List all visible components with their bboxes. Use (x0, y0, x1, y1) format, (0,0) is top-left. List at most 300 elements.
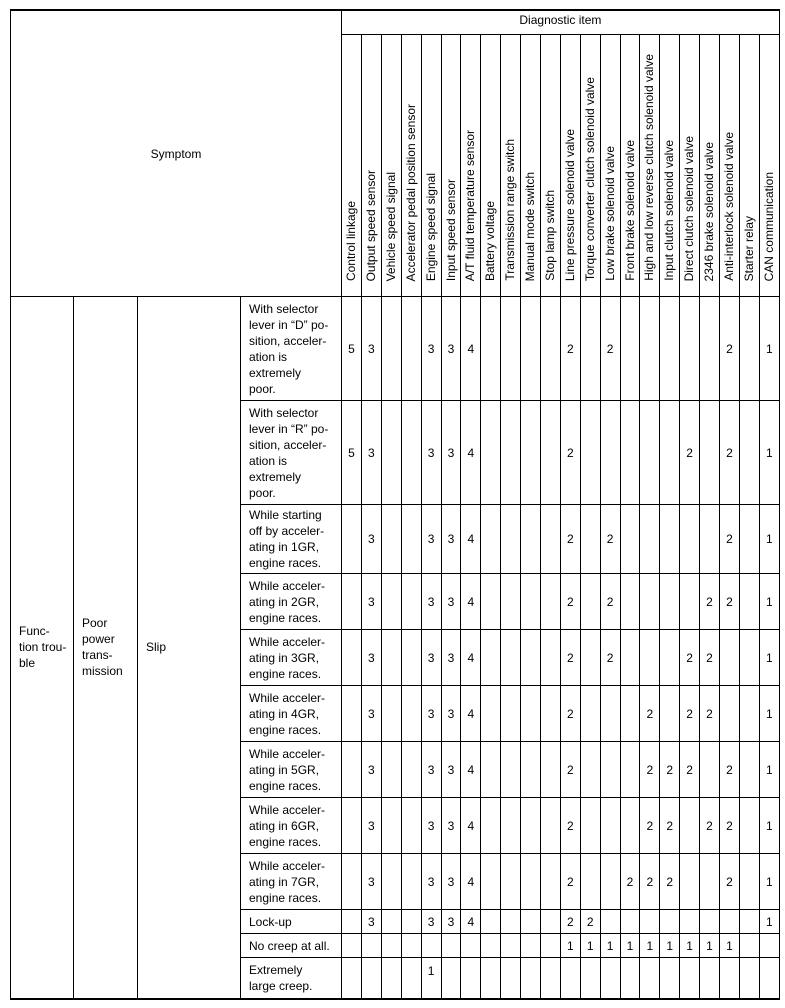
priority-value-cell: 4 (461, 630, 481, 686)
priority-value-cell: 1 (600, 934, 620, 958)
condition-cell: While acceler- ating in 3GR, engine races. (241, 630, 342, 686)
priority-value-cell: 2 (560, 505, 580, 574)
priority-value-cell (620, 798, 640, 854)
priority-value-cell (600, 854, 620, 910)
priority-value-cell: 3 (421, 742, 441, 798)
condition-cell: No creep at all. (241, 934, 342, 958)
priority-value-cell: 5 (342, 297, 362, 401)
condition-cell: With selector lever in “D” po- sition, acceler- ation is extremely poor. (241, 297, 342, 401)
priority-value-cell (481, 798, 501, 854)
priority-value-cell: 2 (560, 686, 580, 742)
priority-value-cell: 5 (342, 401, 362, 505)
priority-value-cell (441, 958, 461, 999)
condition-cell: While acceler- ating in 5GR, engine races. (241, 742, 342, 798)
priority-value-cell (660, 297, 680, 401)
priority-value-cell: 2 (719, 742, 739, 798)
priority-value-cell: 3 (421, 686, 441, 742)
priority-value-cell: 2 (700, 574, 720, 630)
priority-value-cell (521, 401, 541, 505)
priority-value-cell (660, 574, 680, 630)
priority-value-cell (401, 505, 421, 574)
subcategory-cell: Poor power trans- mission (74, 297, 138, 999)
priority-value-cell (580, 630, 600, 686)
priority-value-cell: 3 (441, 686, 461, 742)
priority-value-cell (521, 574, 541, 630)
priority-value-cell (600, 686, 620, 742)
priority-value-cell (381, 958, 401, 999)
priority-value-cell (540, 505, 560, 574)
priority-value-cell: 2 (600, 297, 620, 401)
priority-value-cell (501, 854, 521, 910)
diagnostic-item-label: 2346 brake solenoid valve (702, 141, 717, 281)
diagnostic-item-label: Anti-interlock solenoid valve (721, 132, 736, 281)
priority-value-cell (700, 401, 720, 505)
priority-value-cell: 2 (580, 910, 600, 934)
priority-value-cell: 1 (660, 934, 680, 958)
priority-value-cell: 2 (600, 630, 620, 686)
diagnostic-item-label: High and low reverse clutch solenoid valve (642, 54, 657, 281)
priority-value-cell (719, 958, 739, 999)
priority-value-cell (640, 297, 660, 401)
priority-value-cell: 2 (640, 854, 660, 910)
priority-value-cell: 2 (560, 798, 580, 854)
priority-value-cell: 3 (361, 686, 381, 742)
diagnostic-item-column-header (521, 35, 541, 297)
diagnostic-item-column-header (441, 35, 461, 297)
priority-value-cell: 3 (361, 910, 381, 934)
priority-value-cell: 3 (421, 505, 441, 574)
priority-value-cell: 1 (759, 630, 779, 686)
priority-value-cell: 1 (719, 934, 739, 958)
priority-value-cell (521, 630, 541, 686)
condition-cell: While acceler- ating in 2GR, engine races. (241, 574, 342, 630)
priority-value-cell: 2 (680, 401, 700, 505)
priority-value-cell (481, 742, 501, 798)
priority-value-cell (719, 686, 739, 742)
priority-value-cell: 3 (421, 630, 441, 686)
priority-value-cell: 1 (759, 686, 779, 742)
priority-value-cell (700, 505, 720, 574)
priority-value-cell (680, 574, 700, 630)
priority-value-cell (680, 798, 700, 854)
condition-cell: While acceler- ating in 7GR, engine races. (241, 854, 342, 910)
priority-value-cell: 3 (421, 297, 441, 401)
priority-value-cell (481, 686, 501, 742)
priority-value-cell: 3 (361, 297, 381, 401)
diagnostic-item-column-header (560, 35, 580, 297)
priority-value-cell: 3 (421, 854, 441, 910)
priority-value-cell: 1 (421, 958, 441, 999)
priority-value-cell (401, 742, 421, 798)
priority-value-cell: 2 (700, 798, 720, 854)
priority-value-cell (620, 297, 640, 401)
diagnostic-item-label: CAN communication (761, 171, 776, 281)
priority-value-cell: 3 (441, 910, 461, 934)
priority-value-cell: 3 (441, 574, 461, 630)
priority-value-cell (620, 630, 640, 686)
priority-value-cell (580, 958, 600, 999)
priority-value-cell (620, 401, 640, 505)
priority-value-cell (381, 574, 401, 630)
diagnostic-item-label: Input speed sensor (443, 178, 458, 281)
priority-value-cell: 2 (719, 297, 739, 401)
priority-value-cell (481, 958, 501, 999)
priority-value-cell: 4 (461, 686, 481, 742)
priority-value-cell: 2 (560, 742, 580, 798)
priority-value-cell (680, 854, 700, 910)
priority-value-cell: 2 (660, 854, 680, 910)
priority-value-cell (739, 854, 759, 910)
priority-value-cell (600, 910, 620, 934)
priority-value-cell: 1 (759, 401, 779, 505)
priority-value-cell (540, 297, 560, 401)
priority-value-cell: 1 (759, 910, 779, 934)
priority-value-cell (481, 505, 501, 574)
priority-value-cell (600, 401, 620, 505)
priority-value-cell: 2 (719, 854, 739, 910)
priority-value-cell: 2 (560, 297, 580, 401)
priority-value-cell (501, 934, 521, 958)
priority-value-cell: 3 (361, 401, 381, 505)
diagnostic-item-label: Output speed sensor (363, 169, 378, 281)
priority-value-cell (401, 910, 421, 934)
priority-value-cell (441, 934, 461, 958)
priority-value-cell (381, 630, 401, 686)
priority-value-cell (540, 401, 560, 505)
priority-value-cell (342, 574, 362, 630)
priority-value-cell: 3 (421, 574, 441, 630)
diagnostic-item-label: Accelerator pedal position sensor (403, 103, 418, 281)
priority-value-cell (680, 958, 700, 999)
priority-value-cell: 1 (759, 742, 779, 798)
priority-value-cell (620, 505, 640, 574)
priority-value-cell (660, 958, 680, 999)
priority-value-cell (739, 297, 759, 401)
priority-value-cell (739, 934, 759, 958)
priority-value-cell: 4 (461, 910, 481, 934)
priority-value-cell (700, 742, 720, 798)
priority-value-cell: 1 (759, 505, 779, 574)
diagnostic-item-label: A/T fluid temperature sensor (463, 129, 478, 281)
priority-value-cell (560, 958, 580, 999)
priority-value-cell (381, 854, 401, 910)
priority-value-cell (540, 958, 560, 999)
priority-value-cell: 2 (560, 401, 580, 505)
priority-value-cell: 3 (441, 505, 461, 574)
priority-value-cell (739, 742, 759, 798)
priority-value-cell: 2 (719, 505, 739, 574)
diagnostic-item-column-header (700, 35, 720, 297)
diagnostic-item-column-header (640, 35, 660, 297)
priority-value-cell (381, 505, 401, 574)
priority-value-cell: 3 (361, 505, 381, 574)
priority-value-cell (739, 574, 759, 630)
priority-value-cell: 2 (680, 686, 700, 742)
priority-value-cell: 2 (680, 742, 700, 798)
priority-value-cell (401, 958, 421, 999)
priority-value-cell (640, 630, 660, 686)
priority-value-cell: 1 (620, 934, 640, 958)
priority-value-cell (401, 854, 421, 910)
priority-value-cell (361, 958, 381, 999)
priority-value-cell (381, 686, 401, 742)
priority-value-cell (481, 630, 501, 686)
priority-value-cell: 3 (441, 630, 461, 686)
priority-value-cell (501, 910, 521, 934)
priority-value-cell: 1 (759, 297, 779, 401)
priority-value-cell (580, 505, 600, 574)
diagnostic-item-column-header (342, 35, 362, 297)
diagnostic-table (10, 9, 780, 1000)
priority-value-cell (381, 798, 401, 854)
priority-value-cell (401, 934, 421, 958)
priority-value-cell (521, 686, 541, 742)
priority-value-cell: 3 (361, 798, 381, 854)
priority-value-cell (540, 854, 560, 910)
diagnostic-item-label: Front brake solenoid valve (622, 140, 637, 281)
priority-value-cell (521, 505, 541, 574)
priority-value-cell (501, 401, 521, 505)
priority-value-cell (501, 686, 521, 742)
diagnostic-item-column-header (421, 35, 441, 297)
priority-value-cell: 2 (719, 798, 739, 854)
priority-value-cell: 2 (700, 630, 720, 686)
priority-value-cell: 4 (461, 505, 481, 574)
priority-value-cell: 4 (461, 574, 481, 630)
priority-value-cell (739, 798, 759, 854)
diagnostic-item-column-header (660, 35, 680, 297)
priority-value-cell (521, 910, 541, 934)
priority-value-cell: 3 (441, 742, 461, 798)
priority-value-cell (759, 958, 779, 999)
priority-value-cell (521, 958, 541, 999)
diagnostic-item-column-header (680, 35, 700, 297)
priority-value-cell: 2 (640, 798, 660, 854)
priority-value-cell (580, 686, 600, 742)
priority-value-cell: 2 (719, 401, 739, 505)
priority-value-cell (640, 958, 660, 999)
symptom-type-cell: Slip (138, 297, 241, 999)
condition-cell: Extremely large creep. (241, 958, 342, 999)
priority-value-cell: 2 (640, 742, 660, 798)
priority-value-cell (481, 297, 501, 401)
priority-value-cell (481, 854, 501, 910)
priority-value-cell: 3 (361, 630, 381, 686)
priority-value-cell (401, 401, 421, 505)
priority-value-cell (401, 574, 421, 630)
diagnostic-item-column-header (381, 35, 401, 297)
priority-value-cell (540, 630, 560, 686)
diagnostic-item-column-header (481, 35, 501, 297)
condition-cell: Lock-up (241, 910, 342, 934)
diagnostic-item-label: Engine speed signal (423, 172, 438, 281)
priority-value-cell (660, 910, 680, 934)
diagnostic-item-label: Control linkage (344, 200, 358, 281)
priority-value-cell (540, 910, 560, 934)
diagnostic-item-label: Line pressure solenoid valve (562, 128, 577, 281)
priority-value-cell (700, 958, 720, 999)
diagnostic-item-label: Starter relay (741, 215, 756, 281)
diagnostic-item-column-header (461, 35, 481, 297)
priority-value-cell (342, 854, 362, 910)
condition-cell: With selector lever in “R” po- sition, acceler- ation is extremely poor. (241, 401, 342, 505)
condition-cell: While acceler- ating in 6GR, engine races. (241, 798, 342, 854)
priority-value-cell (381, 401, 401, 505)
priority-value-cell: 2 (660, 798, 680, 854)
priority-value-cell: 2 (719, 574, 739, 630)
priority-value-cell (461, 958, 481, 999)
priority-value-cell: 3 (421, 910, 441, 934)
priority-value-cell (700, 910, 720, 934)
priority-value-cell (342, 742, 362, 798)
priority-value-cell: 3 (441, 297, 461, 401)
priority-value-cell (540, 574, 560, 630)
priority-value-cell (342, 686, 362, 742)
diagnostic-item-label: Direct clutch solenoid valve (682, 135, 697, 281)
priority-value-cell (481, 401, 501, 505)
diagnostic-item-label: Vehicle speed signal (383, 171, 398, 281)
priority-value-cell (739, 505, 759, 574)
header-row (11, 10, 780, 35)
priority-value-cell (501, 742, 521, 798)
priority-value-cell (600, 958, 620, 999)
diagnostic-item-label: Transmission range switch (503, 139, 518, 281)
priority-value-cell (540, 934, 560, 958)
priority-value-cell (342, 505, 362, 574)
condition-cell: While starting off by acceler- ating in 1GR, engine races. (241, 505, 342, 574)
priority-value-cell: 4 (461, 798, 481, 854)
priority-value-cell (680, 910, 700, 934)
priority-value-cell (381, 910, 401, 934)
priority-value-cell: 3 (361, 854, 381, 910)
diagnostic-item-label: Stop lamp switch (542, 190, 557, 281)
priority-value-cell: 3 (441, 401, 461, 505)
priority-value-cell: 1 (759, 574, 779, 630)
priority-value-cell: 4 (461, 742, 481, 798)
table-row (11, 297, 780, 401)
priority-value-cell (680, 297, 700, 401)
diagnostic-item-column-header (739, 35, 759, 297)
priority-value-cell (739, 910, 759, 934)
priority-value-cell (342, 934, 362, 958)
priority-value-cell (660, 505, 680, 574)
priority-value-cell: 2 (600, 574, 620, 630)
priority-value-cell: 2 (620, 854, 640, 910)
priority-value-cell: 1 (759, 798, 779, 854)
priority-value-cell (580, 798, 600, 854)
priority-value-cell: 1 (700, 934, 720, 958)
priority-value-cell: 1 (560, 934, 580, 958)
priority-value-cell: 3 (361, 574, 381, 630)
priority-value-cell (461, 934, 481, 958)
priority-value-cell: 2 (600, 505, 620, 574)
diagnostic-item-column-header (600, 35, 620, 297)
priority-value-cell (521, 742, 541, 798)
priority-value-cell (640, 574, 660, 630)
priority-value-cell (700, 854, 720, 910)
diagnostic-item-column-header (501, 35, 521, 297)
priority-value-cell (361, 934, 381, 958)
diagnostic-item-label: Low brake solenoid valve (602, 146, 617, 281)
priority-value-cell (401, 297, 421, 401)
priority-value-cell: 3 (421, 798, 441, 854)
priority-value-cell: 1 (680, 934, 700, 958)
priority-value-cell (739, 686, 759, 742)
priority-value-cell (401, 798, 421, 854)
diagnostic-item-label: Manual mode switch (523, 171, 538, 281)
priority-value-cell (501, 798, 521, 854)
priority-value-cell (540, 798, 560, 854)
priority-value-cell (739, 958, 759, 999)
priority-value-cell (660, 686, 680, 742)
priority-value-cell (719, 630, 739, 686)
diagnostic-item-column-header (401, 35, 421, 297)
priority-value-cell (580, 297, 600, 401)
priority-value-cell: 2 (560, 574, 580, 630)
symptom-header: Symptom (11, 10, 342, 297)
priority-value-cell (421, 934, 441, 958)
diagnostic-item-column-header (580, 35, 600, 297)
priority-value-cell: 4 (461, 401, 481, 505)
priority-value-cell: 1 (580, 934, 600, 958)
diagnostic-item-label: Input clutch solenoid valve (662, 140, 677, 281)
priority-value-cell (501, 297, 521, 401)
priority-value-cell: 2 (560, 630, 580, 686)
priority-value-cell (521, 297, 541, 401)
priority-value-cell (381, 934, 401, 958)
priority-value-cell (620, 574, 640, 630)
priority-value-cell (660, 401, 680, 505)
priority-value-cell (401, 686, 421, 742)
priority-value-cell (620, 686, 640, 742)
priority-value-cell: 1 (640, 934, 660, 958)
priority-value-cell: 2 (560, 854, 580, 910)
priority-value-cell (501, 574, 521, 630)
priority-value-cell (540, 686, 560, 742)
priority-value-cell: 4 (461, 854, 481, 910)
diagnostic-item-column-header (540, 35, 560, 297)
diagnostic-item-label: Battery voltage (483, 200, 498, 281)
priority-value-cell: 3 (421, 401, 441, 505)
priority-value-cell: 2 (700, 686, 720, 742)
priority-value-cell (719, 910, 739, 934)
priority-value-cell (342, 798, 362, 854)
priority-value-cell (620, 742, 640, 798)
priority-value-cell (640, 505, 660, 574)
priority-value-cell (739, 630, 759, 686)
priority-value-cell (521, 798, 541, 854)
category-cell: Func- tion trou- ble (11, 297, 74, 999)
diagnostic-item-header: Diagnostic item (342, 10, 780, 35)
priority-value-cell (580, 854, 600, 910)
diagnostic-item-column-header (361, 35, 381, 297)
priority-value-cell (481, 934, 501, 958)
diagnostic-item-column-header (620, 35, 640, 297)
priority-value-cell (501, 630, 521, 686)
priority-value-cell: 2 (660, 742, 680, 798)
priority-value-cell (640, 401, 660, 505)
priority-value-cell (521, 934, 541, 958)
priority-value-cell (600, 798, 620, 854)
priority-value-cell (739, 401, 759, 505)
priority-value-cell (401, 630, 421, 686)
priority-value-cell (700, 297, 720, 401)
diagnostic-item-column-header (719, 35, 739, 297)
priority-value-cell (620, 958, 640, 999)
priority-value-cell (342, 958, 362, 999)
priority-value-cell (640, 910, 660, 934)
priority-value-cell (680, 505, 700, 574)
